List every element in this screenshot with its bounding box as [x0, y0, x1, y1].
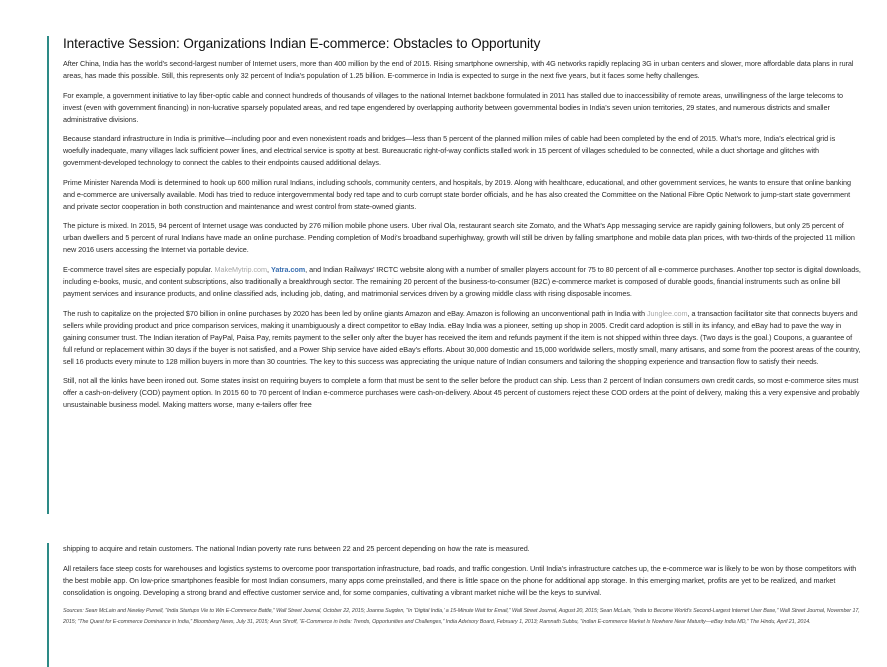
paragraph-10: All retailers face steep costs for warehouses and logistics systems to overcome poor transportation infrastructure, bad roads, and traffic congestion. Until India’s infrastructure catches up, the e-commerce war is likely to be won by those competitors with the best mobile app. On low-price smartphones feasible for most Indian consumers, many apps come preinstalled, and there is little space on the phone for additional app storage. In this emerging market, profits are yet to be realized, and market consolidation is ongoing. Developing a strong brand and effective customer service and, for some companies, cultivating a vibrant market niche will be the keys to survival.: [63, 563, 857, 597]
p6-text-mid: ,: [267, 264, 271, 274]
paragraph-5: The picture is mixed. In 2015, 94 percent of Internet usage was conducted by 276 million mobile phone users. Uber rival Ola, restaurant search site Zomato, and the What’s App messaging service are rapidly gaining followers, but only 25 percent of urban dwellers and 5 percent of rural Indians have made an online purchase. Pending completion of Modi’s broadband superhighway, growth will still be driven by falling smartphone and mobile data plan prices, with two-thirds of the projected 11 million new 2016 users accessing the Internet via portable device.: [63, 221, 855, 255]
article-panel-top: [47, 36, 861, 514]
p7-text-before: The rush to capitalize on the projected $70 billion in online purchases by 2020 has been led by online giants Amazon and eBay. Amazon is following an unconventional path in India with: [63, 308, 647, 318]
yatra-link[interactable]: Yatra.com: [270, 264, 306, 274]
paragraph-9: shipping to acquire and retain customers. The national Indian poverty rate runs between 22 and 25 percent depending on how the rate is measured.: [63, 544, 530, 553]
sources-note: Sources: Sean McLain and Newley Purnell, “India Startups Vie to Win E-Commerce Battle,” Wall Street Journal, October 22, 2015; Joanna Sugden, “In ‘Digital India,’ a 15-Minute Wait for Email,” Wall Street Journal, August 20, 2015; Sean McLain, “India to Become World’s Second-Largest Internet User Base,” Wall Street Journal, November 17, 2015; “The Quest for E-commerce Dominance in India,” Bloomberg News, July 31, 2015; Arun Shroff, “E-Commerce in India: Trends, Opportunities and Challenges,” India Advisory Board, February 1, 2013; Ramnath Subbu, “Indian E-commerce Market Is Nowhere Near Maturity—eBay India MD,” The Hindu, April 21, 2014.: [63, 608, 860, 625]
paragraph-7: [63, 308, 861, 368]
p6-text-after: , and Indian Railways’ IRCTC website along with a number of smaller players account for 75 to 80 percent of all e-commerce purchases. Another top sector is digital downloads, including e-books, music, and content subscriptions, also traditionally a breakthrough sector. The remaining 20 percent of the business-to-consumer (B2C) e-commerce market is composed of durable goods, financial instruments such as online bill payment services and insurance products, and online classified ads, including job, dating, and matrimonial services driven by a growing middle class with rising disposable incomes.: [63, 264, 861, 298]
p7-text-after: , a transaction facilitator site that connects buyers and sellers while providing product and price comparison services, making it unambiguously a direct competitor to eBay India. eBay India was a pioneer, setting up shop in 2005. Credit card adoption is still in its infancy, and eBay had to pave the way in gaining consumer trust. The Indian iteration of PayPal, Paisa Pay, remits payment to the seller only after the buyer has received the item and refunds payment if the item is not shipped within three days. (Two days is the goal.) Coupons, a guarantee of full refund or replacement within 30 days if the buyer is not satisfied, and a Power Ship service have aided eBay’s efforts. About 30,000 domestic and 15,000 worldwide sellers, mostly small, many artisans, and some from the poorest areas of the country, sell 16 products every minute to 128 million buyers in more than 30 countries. The key to this success was appreciating the unique nature of Indian consumers and tailoring the shopping experience and transaction flow to satisfy their needs.: [63, 308, 861, 366]
makemytrip-link[interactable]: MakeMytrip.com: [214, 264, 268, 274]
article-panel-bottom: [47, 543, 861, 667]
junglee-link[interactable]: Junglee.com: [646, 308, 688, 318]
paragraph-2: For example, a government initiative to lay fiber-optic cable and connect hundreds of thousands of villages to the national Internet backbone formulated in 2011 has stalled due to inaccessibility of remote areas, unwillingness of the large telecoms to invest (even with government financing) in non-lucrative sparsely populated areas, and red tape engendered by overlapping authority between governmental bodies in India’s seven union territories, 29 states, and numerous districts and smaller administrative divisions.: [63, 90, 844, 124]
article-title: Interactive Session: Organizations Indian E-commerce: Obstacles to Opportunity: [63, 36, 541, 51]
paragraph-4: Prime Minister Narenda Modi is determined to hook up 600 million rural Indians, including schools, community centers, and hospitals, by 2019. Along with healthcare, educational, and other government services, he wants to ensure that online banking and e-commerce are universally available. Modi has tried to reduce intergovernmental body red tape and to curb corrupt state border officials, and he has also created the Committee on the National Fibre Optic Network to jump-start state government and private sector cooperation in both construction and maintenance and wrest control from state-owned giants.: [63, 177, 852, 211]
paragraph-8: Still, not all the kinks have been ironed out. Some states insist on requiring buyers to complete a form that must be sent to the seller before the product can ship. Less than 2 percent of Indian consumers own credit cards, so most e-commerce sites must offer a cash-on-delivery (COD) payment option. In 2015 60 to 70 percent of Indian e-commerce purchases were cash-on-delivery. About 45 percent of customers reject these COD orders at the point of delivery, making this a very expensive and probably unsustainable business model. Making matters worse, many e-tailers offer free: [63, 376, 860, 410]
paragraph-1: After China, India has the world’s second-largest number of Internet users, more than 400 million by the end of 2015. Rising smartphone ownership, with 4G networks rapidly replacing 3G in urban centers and slower, more affordable data plans in rural areas, has made this possible. Still, this represents only 32 percent of India’s population of 1.25 billion. E-commerce in India is expected to surge in the next five years, but it faces some hefty challenges.: [63, 59, 854, 80]
paragraph-3: Because standard infrastructure in India is primitive—including poor and even nonexistent roads and bridges—less than 5 percent of the planned million miles of cable had been completed by the end of 2015. What’s more, India’s electrical grid is woefully inadequate, many villages lack sufficient power lines, and electrical service is spotty at best. Bureaucratic right-of-way conflicts stalled work in 15 percent of villages scheduled to be connected, while a duct shortage and glitches with government-developed technology to connect the cables to their endpoints caused additional delays.: [63, 134, 836, 168]
paragraph-6: [63, 264, 861, 300]
p6-text-before: E-commerce travel sites are especially popular.: [63, 264, 215, 274]
